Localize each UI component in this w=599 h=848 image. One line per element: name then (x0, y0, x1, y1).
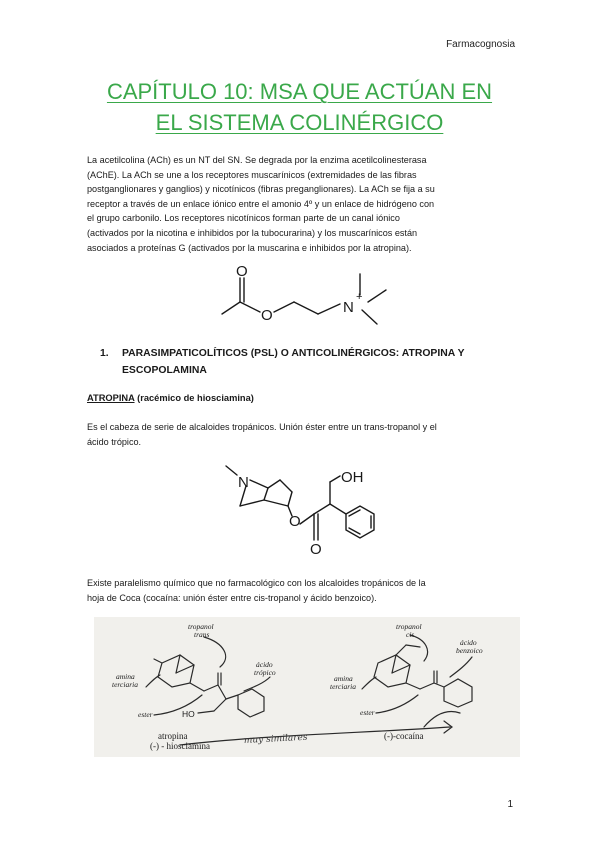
chapter-title (40, 76, 559, 138)
atropine-structure (220, 458, 390, 568)
right-benzoico-label: benzoico (456, 646, 483, 655)
right-amina-label: amina (334, 674, 353, 683)
carbonyl-oxygen-label: O (310, 541, 322, 558)
section-number: 1. (100, 348, 109, 359)
intro-line: (AChE). La ACh se une a los receptores muscarínicos (extremidades de las fibras (87, 169, 417, 180)
left-ester-label: ester (138, 710, 153, 719)
section-heading (100, 345, 520, 379)
intro-line: receptor a través de un enlace iónico entre el amonio 4º y un enlace de hidrógeno con (87, 198, 435, 209)
left-acido-label: ácido (256, 660, 273, 669)
hydroxyl-label: OH (341, 469, 364, 486)
ammonium-nitrogen-label: N (343, 299, 354, 316)
acetylcholine-structure (210, 262, 390, 326)
atropine-cocaine-figure (94, 617, 520, 757)
chapter-title-line2: EL SISTEMA COLINÉRGICO (155, 110, 444, 135)
section-title-line2: ESCOPOLAMINA (122, 365, 207, 376)
left-trans-label: trans (194, 630, 210, 639)
intro-paragraph (87, 153, 514, 255)
right-acido-label: ácido (460, 638, 477, 647)
right-tropanol-label: tropanol (396, 622, 422, 631)
cocaina-caption: (-)-cocaína (384, 731, 424, 741)
ester-oxygen-label: O (261, 307, 273, 324)
left-amina-label: amina (116, 672, 135, 681)
carbonyl-oxygen-label: O (236, 263, 248, 280)
atropina-paragraph (87, 420, 514, 449)
intro-line: La acetilcolina (ACh) es un NT del SN. Se degrada por la enzima acetilcolinesterasa (87, 155, 427, 165)
atropina-line: ácido trópico. (87, 436, 142, 447)
chapter-title-line1: CAPÍTULO 10: MSA QUE ACTÚAN EN (106, 79, 493, 104)
coca-line: hoja de Coca (cocaína: unión éster entre cis-tropanol y ácido benzoico). (87, 592, 377, 603)
section-title-line1: PARASIMPATICOLÍTICOS (PSL) O ANTICOLINÉRGICOS: ATROPINA Y (122, 348, 465, 359)
figure-drawing (94, 617, 520, 757)
intro-line: postganglionares y ganglios) y nicotínicos (fibras preganglionares). La ACh se fija a su (87, 184, 435, 195)
left-tropanol-label: tropanol (188, 622, 214, 631)
right-ester-label: ester (360, 708, 375, 717)
ester-oxygen-label: O (289, 513, 301, 530)
intro-line: asociados a proteínas G (activados por la muscarina e inhibidos por la atropina). (87, 242, 412, 253)
intro-line: el grupo carbonilo. Los receptores nicotínicos forman parte de un canal iónico (87, 213, 400, 224)
hiosciamina-caption: (-) - hiosciamina (150, 741, 210, 751)
right-terciaria-label: terciaria (330, 682, 356, 691)
left-tropico-label: trópico (254, 668, 276, 677)
right-cis-label: cis (406, 630, 415, 639)
coca-paragraph (87, 576, 514, 605)
atropina-name: ATROPINA (87, 393, 135, 403)
atropina-subheading (87, 393, 254, 403)
left-terciaria-label: terciaria (112, 680, 138, 689)
positive-charge-label: + (356, 291, 363, 303)
handwritten-note: muy similares (243, 732, 308, 746)
atropina-detail: (racémico de hiosciamina) (134, 393, 254, 403)
atropina-caption: atropina (158, 731, 188, 741)
left-ho-label: HO (182, 709, 195, 719)
atropina-line: Es el cabeza de serie de alcaloides tropánicos. Unión éster entre un trans-tropanol y el (87, 422, 437, 432)
intro-line: (activados por la nicotina e inhibidos por la tubocurarina) y los muscarínicos están (87, 227, 418, 238)
page-number: 1 (507, 799, 513, 810)
coca-line: Existe paralelismo químico que no farmacológico con los alcaloides tropánicos de la (87, 578, 426, 588)
running-header: Farmacognosia (446, 39, 515, 50)
tropane-nitrogen-label: N (238, 474, 249, 491)
